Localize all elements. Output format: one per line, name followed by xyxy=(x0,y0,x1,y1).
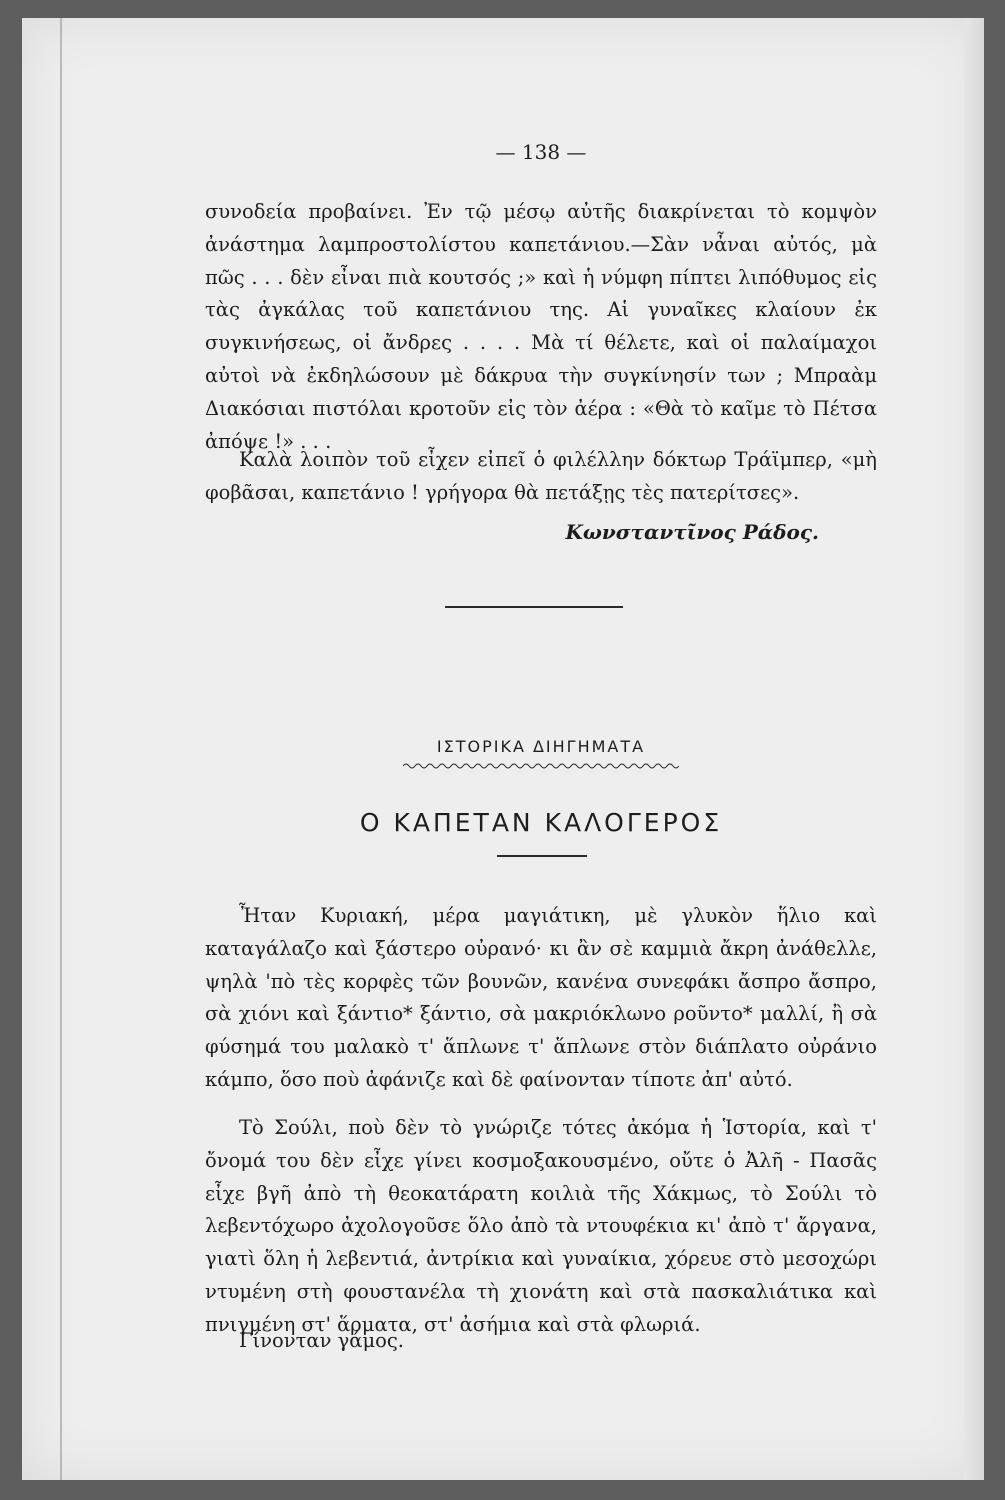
wavy-underline xyxy=(403,762,679,770)
title-underline-rule xyxy=(497,855,587,857)
paragraph-sunday: Ἦταν Κυριακή, μέρα μαγιάτικη, μὲ γλυκὸν ἥλιο καὶ καταγάλαζο καὶ ξάστερο οὐρανό· κι ἂν σὲ καμμιὰ ἄκρη ἀνάθελλε, ψηλὰ 'πὸ τὲς κορφὲς τῶν βουνῶν, κανένα συνεφάκι ἄσπρο ἄσπρο, σὰ χιόνι καὶ ξάντιο* ξάντιο, σὰ μακριόκλωνο ροῦντο* μαλλί, ἢ σὰ φύσημά του μαλακὸ τ' ἅπλωνε τ' ἅπλωνε στὸν διάπλατο οὐράνιο κάμπο, ὅσο ποὺ ἀφάνιζε καὶ δὲ φαίνονταν τίποτε ἀπ' αὐτό. xyxy=(205,904,877,1091)
paragraph-continuation: συνοδεία προβαίνει. Ἐν τῷ μέσῳ αὐτῆς διακρίνεται τὸ κομψὸν ἀνάστημα λαμπροστολίστου καπετάνιου.—Σὰν νἆναι αὐτός, μὰ πῶς . . . δὲν εἶναι πιὰ κουτσός ;» καὶ ἡ νύμφη πίπτει λιπόθυμος εἰς τὰς ἀγκάλας τοῦ καπετάνιου της. Αἱ γυναῖκες κλαίουν ἐκ συγκινήσεως, οἱ ἄνδρες . . . . Μὰ τί θέλετε, καὶ οἱ παλαίμαχοι αὐτοὶ νὰ ἐκδηλώσουν μὲ δάκρυα τὴν συγκίνησίν των ; Μπραὰμ Διακόσιαι πιστόλαι κροτοῦν εἰς τὸν ἀέρα : «Θὰ τὸ καῖμε τὸ Πέτσα ἀπόψε !» . . . xyxy=(205,200,877,453)
page-inner-edge xyxy=(60,18,62,1480)
page-number: — 138 — xyxy=(495,140,587,164)
paragraph-souli: Τὸ Σούλι, ποὺ δὲν τὸ γνώριζε τότες ἀκόμα ἡ Ἱστορία, καὶ τ' ὄνομά του δὲν εἶχε γίνει κοσμοξακουσμένο, οὔτε ὁ Ἀλῆ - Πασᾶς εἶχε βγῆ ἀπὸ τὴ θεοκατάρατη κοιλιὰ τῆς Χάκμως, τὸ Σούλι τὸ λεβεντόχωρο ἀχολογοῦσε ὅλο ἀπὸ τὰ ντουφέκια κι' ἀπὸ τ' ἄργανα, γιατὶ ὅλη ἡ λεβεντιά, ἀντρίκια καὶ γυναίκια, χόρευε στὸ μεσοχώρι ντυμένη στὴ φουστανέλα τὴ χιονάτη καὶ στὰ πασκαλιάτικα καὶ πνιγμένη στ' ἅρματα, στ' ἀσήμια καὶ στὰ φλωριά. xyxy=(205,1116,877,1336)
paragraph-wedding: Γίνονταν γάμος. xyxy=(239,1329,404,1352)
author-signature: Κωνσταντῖνος Ράδος. xyxy=(565,520,819,544)
page-fold-shadow xyxy=(964,18,984,1480)
section-divider-rule xyxy=(445,606,623,608)
story-title: Ο ΚΑΠΕΤΑΝ ΚΑΛΟΓΕΡΟΣ xyxy=(359,808,723,837)
paragraph-doctor: Καλὰ λοιπὸν τοῦ εἶχεν εἰπεῖ ὁ φιλέλλην δόκτωρ Τράϊμπερ, «μὴ φοβᾶσαι, καπετάνιο ! γρήγορα θὰ πετάξῃς τὲς πατερίτσες». xyxy=(205,448,877,504)
page-content xyxy=(205,0,877,1500)
section-heading: ΙΣΤΟΡΙΚΑ ΔΙΗΓΗΜΑΤΑ xyxy=(436,737,646,756)
